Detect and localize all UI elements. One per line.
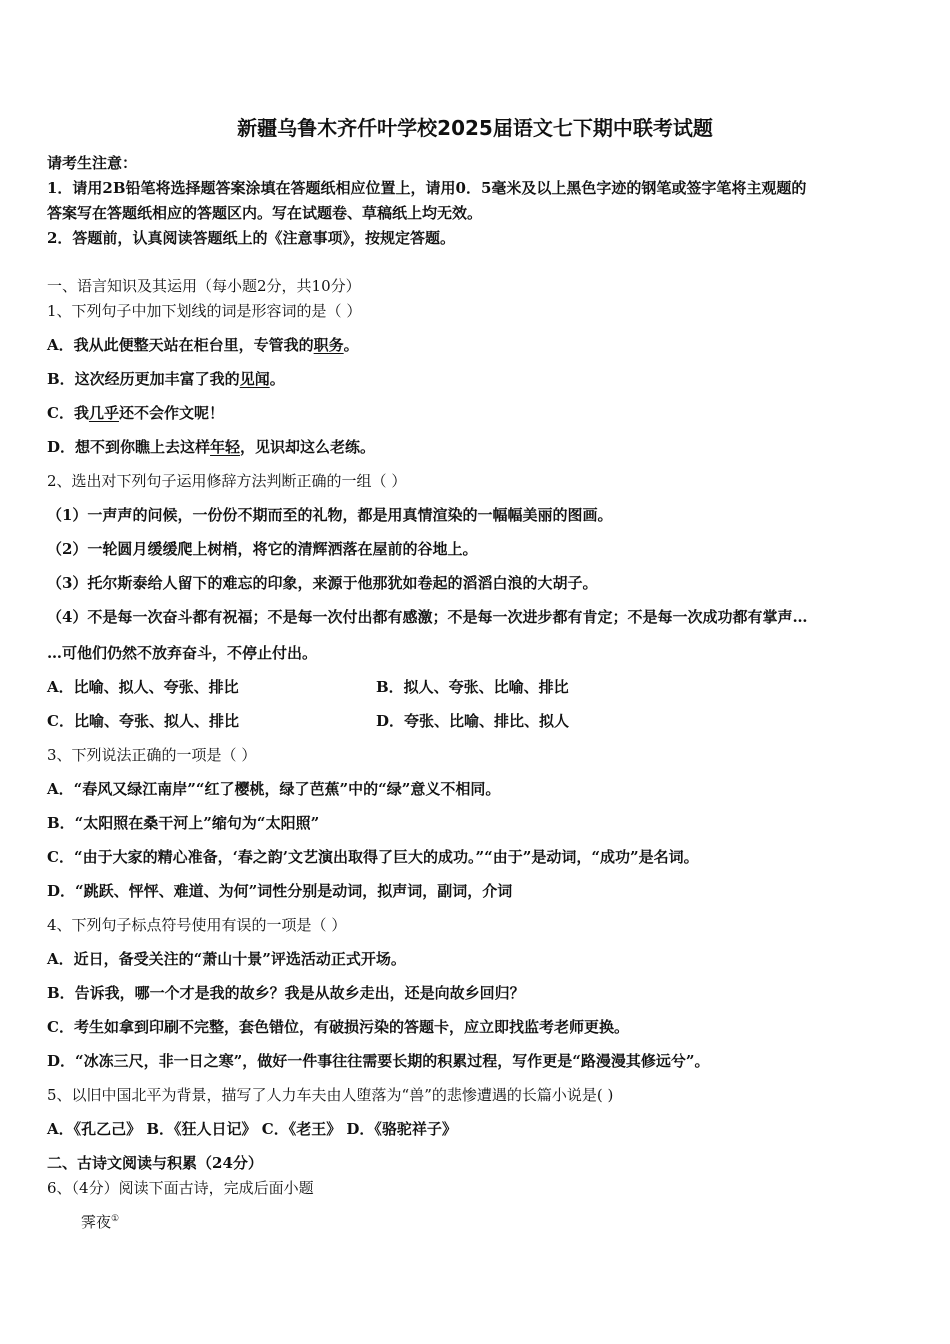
question-2-sentence-1: （1）一声声的问候，一份份不期而至的礼物，都是用真情渲染的一幅幅美丽的图画。 xyxy=(47,506,613,524)
question-3-stem: 3、下列说法正确的一项是（ ） xyxy=(47,746,257,764)
question-2-option-d: D．夸张、比喻、排比、拟人 xyxy=(376,712,570,730)
notice-item-1-cont: 答案写在答题纸相应的答题区内。写在试题卷、草稿纸上均无效。 xyxy=(47,204,483,222)
question-1-stem: 1、下列句子中加下划线的词是形容词的是（ ） xyxy=(47,302,362,320)
question-2-sentence-4: （4）不是每一次奋斗都有祝福；不是每一次付出都有感激；不是每一次进步都有肯定；不是每一次成功都有掌声… xyxy=(47,608,808,626)
question-2-stem: 2、选出对下列句子运用修辞方法判断正确的一组（ ） xyxy=(47,472,407,490)
question-5-stem: 5、以旧中国北平为背景，描写了人力车夫由人堕落为“兽”的悲惨遭遇的长篇小说是( ) xyxy=(47,1086,614,1104)
question-2-sentence-3: （3）托尔斯泰给人留下的难忘的印象，来源于他那犹如卷起的滔滔白浪的大胡子。 xyxy=(47,574,598,592)
page-title: 新疆乌鲁木齐仟叶学校2025届语文七下期中联考试题 xyxy=(237,116,713,140)
question-4-option-b: B．告诉我，哪一个才是我的故乡？我是从故乡走出，还是向故乡回归？ xyxy=(47,984,525,1002)
question-3-option-b: B．“太阳照在桑干河上”缩句为“太阳照” xyxy=(47,814,320,832)
footnote-mark: ① xyxy=(111,1214,120,1224)
question-1-option-a: A．我从此便整天站在柜台里，专管我的职务。 xyxy=(47,336,359,354)
question-1-option-d: D．想不到你瞧上去这样年轻，见识却这么老练。 xyxy=(47,438,376,456)
section-2-heading: 二、古诗文阅读与积累（24分） xyxy=(47,1154,263,1172)
question-3-option-a: A．“春风又绿江南岸”“红了樱桃，绿了芭蕉”中的“绿”意义不相同。 xyxy=(47,780,501,798)
notice-heading: 请考生注意： xyxy=(47,154,138,172)
notice-item-1: 1．请用2B铅笔将选择题答案涂填在答题纸相应位置上，请用0．5毫米及以上黑色字迹的钢笔或签字笔将主观题的 xyxy=(47,179,807,197)
notice-item-2: 2．答题前，认真阅读答题纸上的《注意事项》，按规定答题。 xyxy=(47,229,455,247)
question-2-option-c: C．比喻、夸张、拟人、排比 xyxy=(47,712,239,730)
question-2-option-a: A．比喻、拟人、夸张、排比 xyxy=(47,678,239,696)
section-1-heading: 一、语言知识及其运用（每小题2分，共10分） xyxy=(47,277,361,295)
question-2-option-b: B．拟人、夸张、比喻、排比 xyxy=(376,678,569,696)
question-3-option-c: C．“由于大家的精心准备，‘春之韵’文艺演出取得了巨大的成功。”“由于”是动词，“成功”是名词。 xyxy=(47,848,699,866)
question-6-stem: 6、（4分）阅读下面古诗，完成后面小题 xyxy=(47,1179,314,1197)
question-2-sentence-4-cont: …可他们仍然不放弃奋斗，不停止付出。 xyxy=(47,644,318,662)
question-4-option-c: C．考生如拿到印刷不完整，套色错位，有破损污染的答题卡，应立即找监考老师更换。 xyxy=(47,1018,629,1036)
poem-title: 霁夜① xyxy=(81,1213,120,1231)
question-4-stem: 4、下列句子标点符号使用有误的一项是（ ） xyxy=(47,916,347,934)
question-1-option-b: B．这次经历更加丰富了我的见闻。 xyxy=(47,370,285,388)
question-2-sentence-2: （2）一轮圆月缓缓爬上树梢，将它的清辉洒落在屋前的谷地上。 xyxy=(47,540,478,558)
question-1-option-c: C．我几乎还不会作文呢！ xyxy=(47,404,224,422)
question-3-option-d: D．“跳跃、怦怦、难道、为何”词性分别是动词，拟声词，副词，介词 xyxy=(47,882,513,900)
question-4-option-a: A．近日，备受关注的“萧山十景”评选活动正式开场。 xyxy=(47,950,406,968)
question-4-option-d: D．“冰冻三尺，非一日之寒”，做好一件事往往需要长期的积累过程，写作更是“路漫漫其修远兮”。 xyxy=(47,1052,710,1070)
question-5-options: A．《孔乙己》 B．《狂人日记》 C．《老王》 D．《骆驼祥子》 xyxy=(47,1120,457,1138)
